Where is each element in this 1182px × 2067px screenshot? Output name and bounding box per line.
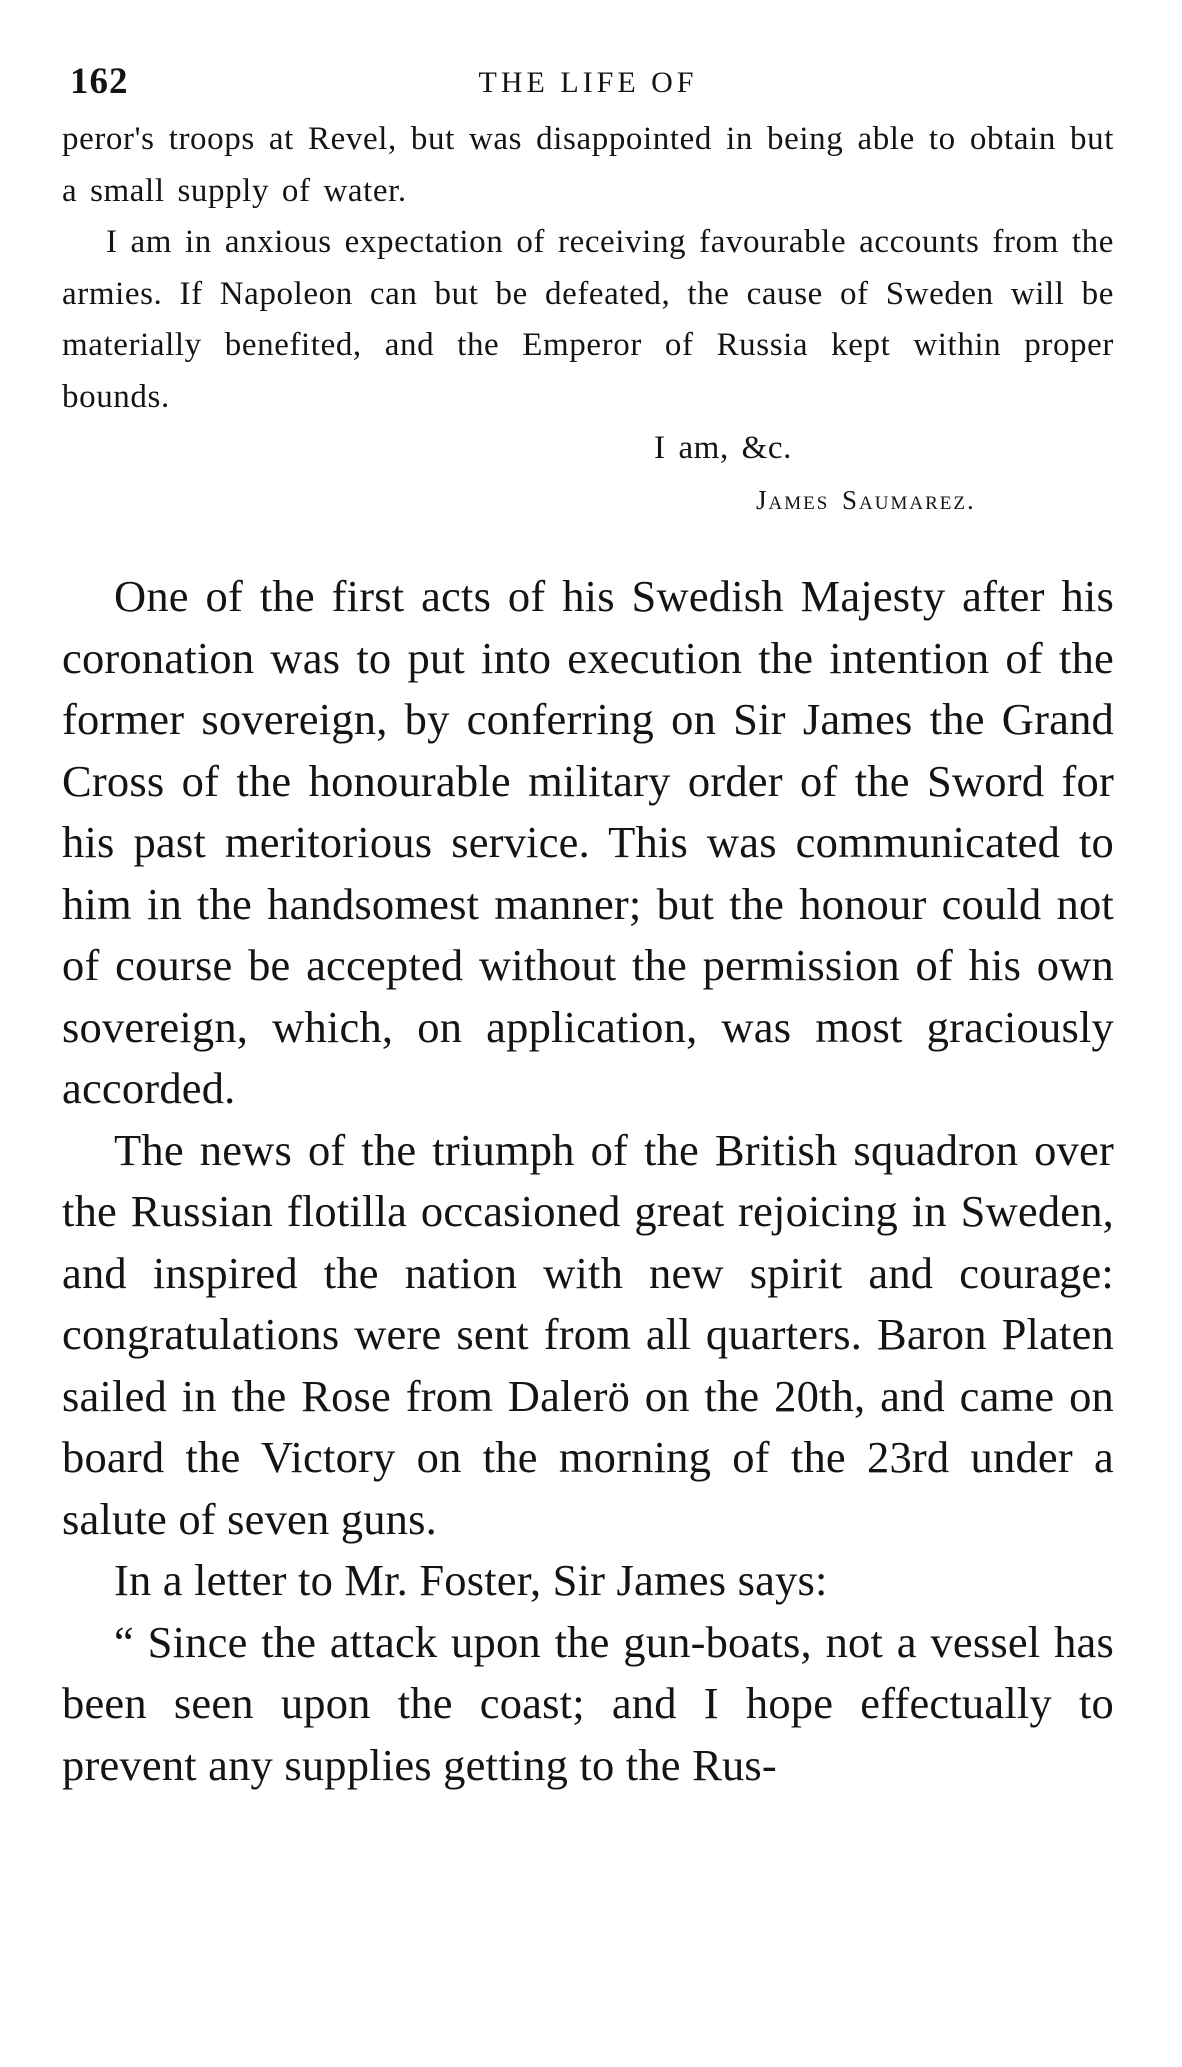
- page-header: [62, 60, 1114, 114]
- letter-signature: James Saumarez.: [756, 484, 976, 515]
- running-head: THE LIFE OF: [478, 66, 698, 99]
- letter-paragraph: I am in anxious expectation of receiving favourable accounts from the armies. If Napoleon can but be defeated, the cause of Sweden will be materially benefited, and the Emperor of Russia kept within proper bounds.: [62, 224, 1114, 415]
- letter-closing: I am, &c.: [654, 430, 793, 466]
- letter-paragraph: peror's troops at Revel, but was disappointed in being able to obtain but a small supply of water.: [62, 121, 1114, 209]
- quoted-letter: [62, 114, 1114, 526]
- book-page: [62, 60, 1114, 1796]
- page-number: 162: [70, 61, 129, 102]
- body-paragraph: “ Since the attack upon the gun-boats, not a vessel has been seen upon the coast; and I hope effectually to prevent any supplies getting to the Rus-: [62, 1616, 1114, 1790]
- body-paragraph: The news of the triumph of the British squadron over the Russian flotilla occasioned great rejoicing in Sweden, and inspired the nation with new spirit and courage: congratulations were sent from all quarters. Baron Platen sailed in the Rose from Dalerö on the 20th, and came on board the Victory on the morning of the 23rd under a salute of seven guns.: [62, 1124, 1114, 1544]
- body-paragraph: One of the first acts of his Swedish Majesty after his coronation was to put into execution the intention of the former sovereign, by conferring on Sir James the Grand Cross of the honourable military order of the Sword for his past meritorious service. This was communicated to him in the handsomest manner; but the honour could not of course be accepted without the permission of his own sovereign, which, on application, was most graciously accorded.: [62, 571, 1114, 1113]
- body-paragraph: In a letter to Mr. Foster, Sir James says:: [114, 1555, 828, 1605]
- narrative-text: [62, 566, 1114, 1796]
